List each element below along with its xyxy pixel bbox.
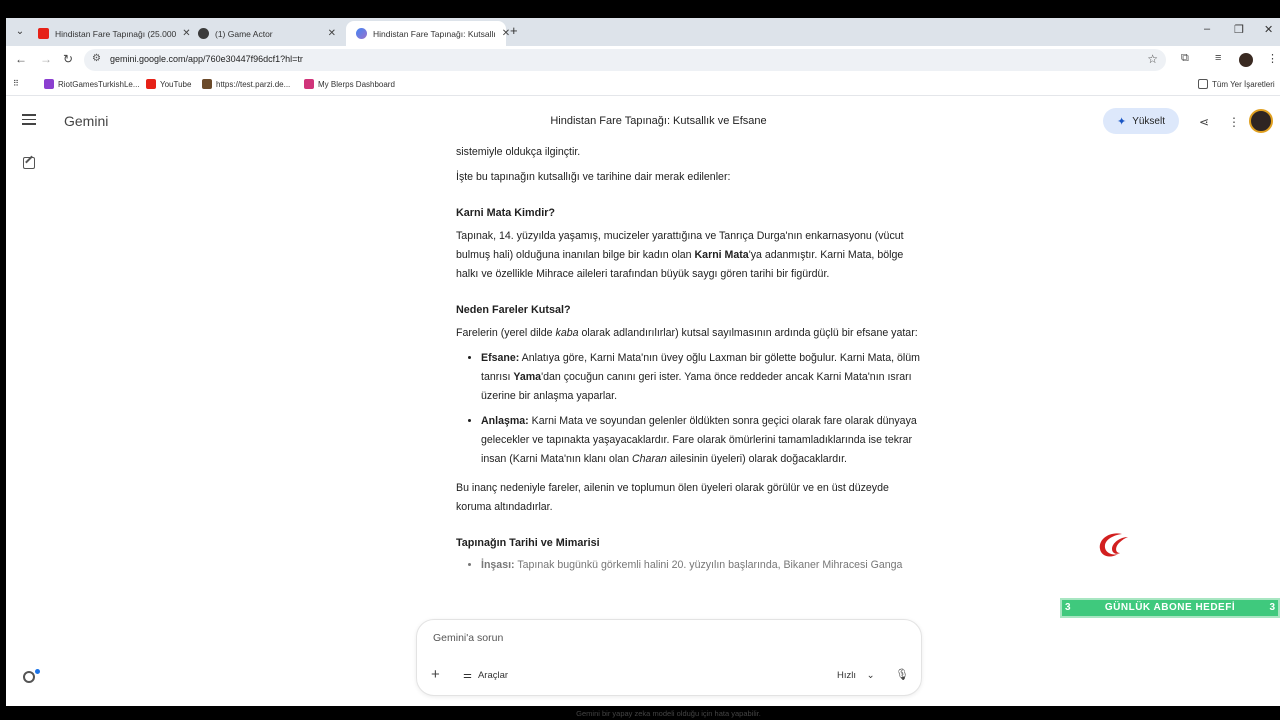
channel-logo-icon (1092, 529, 1132, 561)
share-icon[interactable]: ⋖ (1199, 115, 1210, 129)
goal-label: GÜNLÜK ABONE HEDEFİ (1104, 602, 1236, 613)
bookmark-youtube[interactable] (146, 79, 191, 89)
notification-dot (35, 669, 40, 674)
more-options-icon[interactable]: ⋮ (1228, 115, 1240, 129)
tools-label: Araçlar (477, 670, 509, 681)
riot-icon (44, 79, 54, 89)
minimize-icon[interactable]: – (1204, 23, 1211, 35)
youtube-icon (146, 79, 156, 89)
bookmark-label: RiotGamesTurkishLe... (58, 79, 140, 89)
forward-arrow-icon[interactable]: → (40, 52, 52, 66)
close-window-icon[interactable]: ✕ (1264, 24, 1274, 36)
model-selector[interactable] (837, 670, 875, 681)
bookmark-star-icon[interactable]: ☆ (1147, 52, 1158, 66)
tab-title: (1) Game Actor (215, 28, 273, 39)
new-tab-plus-icon[interactable]: + (510, 23, 518, 38)
prompt-box (416, 619, 922, 696)
apps-grid-icon[interactable]: ⠿ (13, 79, 19, 88)
new-chat-icon[interactable] (23, 157, 35, 169)
blerps-icon (304, 79, 314, 89)
prompt-input[interactable] (433, 632, 903, 644)
bookmarks-bar (6, 74, 1280, 96)
history-list (456, 556, 921, 575)
list-item: • Efsane: Anlatıya göre, Karni Mata'nın üvey oğlu Laxman bir gölette boğulur. Karni Mata, ölüm tanrısı Yama'dan çocuğun canını geri ister. Yama önce reddeder ancak Karni Mata'nın ısrarı üzerine bir anlaşma yaparlar. (481, 349, 921, 406)
bookmark-label: https://test.parzi.de... (216, 79, 291, 89)
tab-gemini[interactable] (346, 21, 511, 46)
microphone-icon[interactable]: 🎙 (895, 669, 909, 681)
bookmark-parzi[interactable] (202, 79, 290, 89)
all-bookmarks-label: Tüm Yer İşaretleri (1212, 79, 1275, 89)
list-item: • Anlaşma: Karni Mata ve soyundan gelenler öldükten sonra geçici olarak fare olarak dünyaya gelecekler ve tapınakta yaşayacaklardır. Fare olarak ömürlerini tamamladıklarında ise tekrar insan (Karni Mata'nın klanı olan Charan ailesinin üyeleri) olarak doğacaklardır. (481, 412, 921, 469)
back-arrow-icon[interactable]: ← (15, 52, 27, 66)
browser-menu-icon[interactable]: ⋮ (1267, 53, 1278, 65)
tools-sliders-icon: ⚌ (463, 670, 472, 681)
browser-window (6, 18, 1280, 718)
settings-gear-icon[interactable] (23, 671, 35, 683)
heading-rats-sacred: Neden Fareler Kutsal? (456, 304, 571, 316)
sidebar (6, 97, 53, 706)
extensions-icon[interactable]: ⧉ (1181, 52, 1189, 64)
content-fade (446, 587, 926, 617)
site-info-icon[interactable]: ⚙ (92, 53, 101, 64)
reload-icon[interactable]: ↻ (63, 52, 74, 66)
subscriber-goal-bar (1060, 598, 1280, 618)
profile-avatar[interactable] (1239, 53, 1253, 67)
url-text[interactable]: gemini.google.com/app/760e30447f96dcf1?hl=tr (110, 54, 303, 64)
tab-strip (6, 18, 1280, 46)
heading-karni-mata: Karni Mata Kimdir? (456, 207, 555, 219)
bookmark-riot[interactable] (44, 79, 140, 89)
close-icon[interactable]: ✕ (327, 28, 336, 39)
legend-list (456, 349, 921, 469)
browser-toolbar (6, 46, 1280, 74)
tab-title: Hindistan Fare Tapınağı (25.000 (55, 28, 177, 39)
user-avatar[interactable] (1249, 109, 1273, 133)
all-bookmarks[interactable] (1198, 79, 1275, 89)
tools-button[interactable] (463, 670, 508, 681)
address-bar[interactable] (84, 49, 1166, 71)
paragraph-karni-mata: Tapınak, 14. yüzyılda yaşamış, mucizeler yarattığına ve Tanrıça Durga'nın enkarnasyonu (vücut bulmuş hali) olduğuna inanılan bilge bir kadın olan Karni Mata'ya adanmıştır. Karni Mata, bölge halkı ve özellikle Mihrace aileleri tarafından büyük saygı gören tarihi bir figürdür. (456, 230, 904, 280)
gemini-app (6, 97, 1280, 718)
goal-current: 3 (1065, 602, 1071, 613)
parzi-icon (202, 79, 212, 89)
close-icon[interactable]: ✕ (501, 28, 511, 39)
bookmark-label: My Blerps Dashboard (318, 79, 395, 89)
close-icon[interactable]: ✕ (182, 28, 191, 39)
chevron-down-icon: ⌄ (866, 670, 875, 681)
intro-paragraph: İşte bu tapınağın kutsallığı ve tarihine dair merak edilenler: (456, 171, 731, 183)
media-controls-icon[interactable]: ≡ (1215, 52, 1222, 64)
upgrade-label: Yükselt (1132, 115, 1165, 127)
response-content (456, 141, 921, 613)
tab-title: Hindistan Fare Tapınağı: Kutsallı (373, 28, 496, 39)
tab-search-chevron-icon[interactable]: ⌄ (15, 26, 25, 37)
sparkle-icon: ✦ (1116, 115, 1127, 128)
paragraph-rats-sacred: Farelerin (yerel dilde kaba olarak adlandırılırlar) kutsal sayılmasının ardında güçlü bir efsane yatar: (456, 327, 918, 339)
youtube-icon (38, 28, 49, 39)
goal-target: 3 (1269, 602, 1275, 613)
bookmark-blerps[interactable] (304, 79, 395, 89)
disclaimer: Gemini bir yapay zeka modeli olduğu için hata yapabilir. (576, 709, 761, 718)
heading-history: Tapınağın Tarihi ve Mimarisi (456, 537, 600, 549)
add-plus-icon[interactable]: + (431, 666, 440, 683)
game-actor-icon (198, 28, 209, 39)
folder-icon (1198, 79, 1208, 89)
list-item: • İnşası: Tapınak bugünkü görkemli halini 20. yüzyılın başlarında, Bikaner Mihracesi Ganga (481, 556, 921, 575)
paragraph-belief: Bu inanç nedeniyle fareler, ailenin ve toplumun ölen üyeleri olarak görülür ve en üst düzeyde koruma altındadırlar. (456, 482, 889, 513)
tab-game-actor[interactable] (188, 21, 346, 46)
upgrade-button[interactable] (1103, 108, 1179, 134)
tab-video[interactable] (28, 21, 191, 46)
chat-title[interactable]: Hindistan Fare Tapınağı: Kutsallık ve Efsane (550, 115, 767, 127)
model-label: Hızlı (837, 670, 856, 681)
gemini-sparkle-icon (356, 28, 367, 39)
hamburger-menu-icon[interactable] (22, 114, 36, 126)
bookmark-label: YouTube (160, 79, 192, 89)
restore-icon[interactable]: ❐ (1234, 24, 1244, 36)
intro-tail: sistemiyle oldukça ilginçtir. (456, 146, 581, 158)
gemini-brand[interactable]: Gemini (64, 113, 109, 129)
